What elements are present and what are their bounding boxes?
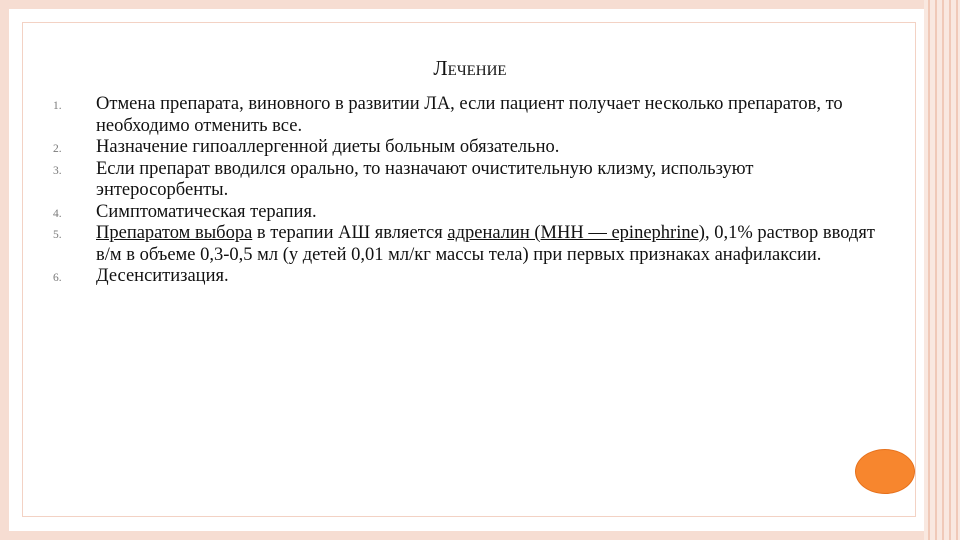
list-number: 1. <box>53 100 62 112</box>
list-item <box>50 159 880 202</box>
list-item-text: Назначение гипоаллергенной диеты больным обязательно. <box>96 137 560 157</box>
list-item-text: Отмена препарата, виновного в развитии ЛА, если пациент получает несколько препаратов, то необходимо отменить все. <box>96 94 843 136</box>
stripe-line <box>928 0 930 540</box>
drug-of-choice-text: Препаратом выбора <box>96 223 253 243</box>
stripe-line <box>935 0 937 540</box>
list-item-text: , 0,1% раствор вводят в/м в объеме 0,3-0,5 мл (у детей 0,01 мл/кг массы тела) при первых признаках анафилаксии. <box>96 223 875 265</box>
stripe-line <box>942 0 944 540</box>
list-number: 3. <box>53 164 62 177</box>
list-item <box>50 137 880 159</box>
list-item-text: Десенситизация. <box>96 266 229 286</box>
stripe-line <box>956 0 958 540</box>
list-item-text: в терапии АШ является <box>252 223 448 243</box>
list-item-text: Если препарат вводился орально, то назначают очистительную клизму, используют энтеросорбенты. <box>96 158 754 200</box>
list-number: 4. <box>53 207 62 220</box>
decorative-orange-circle <box>855 449 915 494</box>
list-number: 2. <box>53 143 62 155</box>
list-number: 5. <box>53 229 62 241</box>
adrenaline-text: адреналин (МНН — epinephrine) <box>447 223 705 243</box>
list-item-text: Симптоматическая терапия. <box>96 201 317 222</box>
list-item <box>50 223 880 266</box>
list-item <box>50 202 880 224</box>
list-item <box>50 266 880 288</box>
stripe-line <box>949 0 951 540</box>
side-stripe-band <box>924 0 960 540</box>
list-item <box>50 94 880 137</box>
treatment-list <box>50 94 880 288</box>
list-number: 6. <box>53 272 62 284</box>
slide-title: Лечение <box>433 56 507 80</box>
